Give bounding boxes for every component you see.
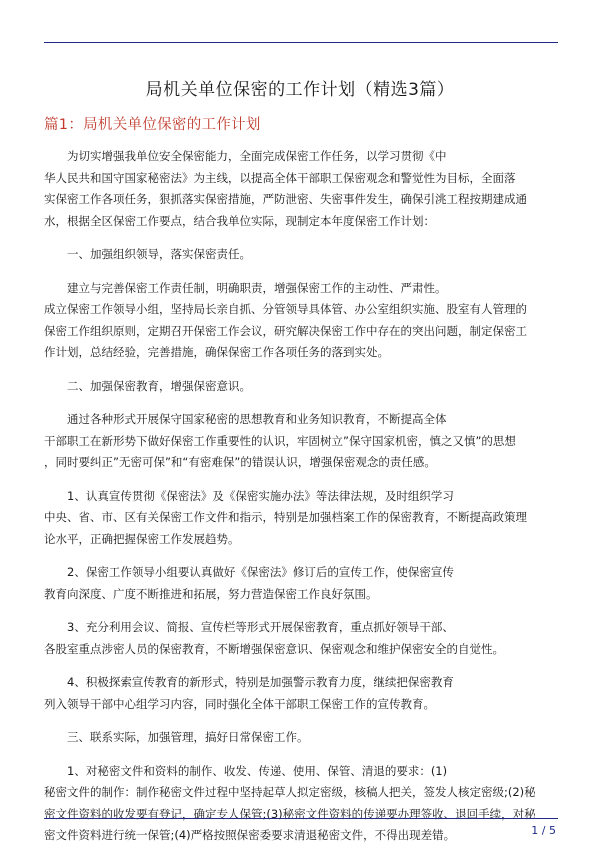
text-line: 作计划，总结经验，完善措施，确保保密工作各项任务的落到实处。 <box>44 345 389 359</box>
text-line: 一、加强组织领导，落实保密责任。 <box>67 247 251 261</box>
document-body <box>44 146 558 859</box>
text-line: 实保密工作各项任务，狠抓落实保密措施，严防泄密、失密事件发生，确保引洮工程按期建成通 <box>44 192 527 206</box>
text-line: 各股室重点涉密人员的保密教育，不断增强保密意识、保密观念和维护保密安全的自觉性。 <box>44 641 504 656</box>
text-line: 中央、省、市、区有关保密工作文件和指示，特别是加强档案工作的保密教育，不断提高政策理 <box>44 510 527 524</box>
paragraph <box>44 562 558 605</box>
text-line: 二、加强保密教育，增强保密意识。 <box>67 378 251 393</box>
heading-3 <box>44 727 558 749</box>
text-line: 2、保密工作领导小组要认真做好《保密法》修订后的宣传工作，使保密宣传 <box>67 565 454 579</box>
document-title: 局机关单位保密的工作计划（精选3篇） <box>145 80 455 100</box>
text-line: 1、对秘密文件和资料的制作、收发、传递、使用、保管、清退的要求：(1) <box>67 763 448 778</box>
text-line: 华人民共和国守国家秘密法》为主线，以提高全体干部职工保密观念和警觉性为目标，全面落 <box>44 170 516 185</box>
text-line: 1、认真宣传贯彻《保密法》及《保密实施办法》等法律法规，及时组织学习 <box>67 488 454 503</box>
text-line: 密文件资料进行统一保管;(4)严格按照保密委要求清退秘密文件，不得出现差错。 <box>44 828 456 842</box>
paragraph <box>44 761 558 847</box>
paragraph-intro <box>44 146 558 232</box>
text-line: 保密工作组织原则，定期召开保密工作会议，研究解决保密工作中存在的突出问题，制定保密工 <box>44 323 527 338</box>
text-line: 4、积极探索宣传教育的新形式，特别是加强警示教育力度，继续把保密教育 <box>67 675 454 689</box>
heading-1 <box>44 244 558 266</box>
heading-2 <box>44 376 558 398</box>
text-line: 密文件资料的收发要有登记，确定专人保管;(3)秘密文件资料的传递要办理签收、退回手续，对秘 <box>44 806 536 821</box>
text-line: 3、充分利用会议、简报、宣传栏等形式开展保密教育，重点抓好领导干部、 <box>67 620 454 634</box>
text-line: 建立与完善保密工作责任制，明确职责，增强保密工作的主动性、严肃性。 <box>67 280 447 295</box>
text-line: 通过各种形式开展保守国家秘密的思想教育和业务知识教育，不断提高全体 <box>67 412 447 426</box>
bottom-rule <box>44 818 558 819</box>
text-line: 干部职工在新形势下做好保密工作重要性的认识，牢固树立”保守国家机密，慎之又慎”的思想 <box>44 433 516 448</box>
paragraph <box>44 278 558 364</box>
paragraph <box>44 672 558 715</box>
text-line: 秘密文件的制作：制作秘密文件过程中坚持起草人拟定密级，核稿人把关，签发人核定密级;(2)秘 <box>44 785 536 799</box>
text-line: 成立保密工作领导小组，坚持局长亲自抓、分管领导具体管、办公室组织实施、股室有人管理的 <box>44 302 527 316</box>
text-line: 为切实增强我单位安全保密能力，全面完成保密工作任务，以学习贯彻《中 <box>67 149 447 163</box>
text-line: 水，根据全区保密工作要点，结合我单位实际，现制定本年度保密工作计划： <box>44 213 435 228</box>
text-line: ，同时要纠正”无密可保”和“有密难保”的错误认识，增强保密观念的责任感。 <box>44 455 436 469</box>
page-number: 1 / 5 <box>531 824 556 837</box>
section-title: 篇1：局机关单位保密的工作计划 <box>44 117 261 133</box>
top-rule <box>44 42 558 43</box>
text-line: 论水平，正确把握保密工作发展趋势。 <box>44 531 240 546</box>
text-line: 教育向深度、广度不断推进和拓展，努力营造保密工作良好氛围。 <box>44 586 378 601</box>
text-line: 列入领导干部中心组学习内容，同时强化全体干部职工保密工作的宣传教育。 <box>44 696 435 711</box>
text-line: 三、联系实际，加强管理，搞好日常保密工作。 <box>67 730 309 744</box>
paragraph <box>44 486 558 551</box>
paragraph <box>44 617 558 660</box>
paragraph <box>44 409 558 474</box>
